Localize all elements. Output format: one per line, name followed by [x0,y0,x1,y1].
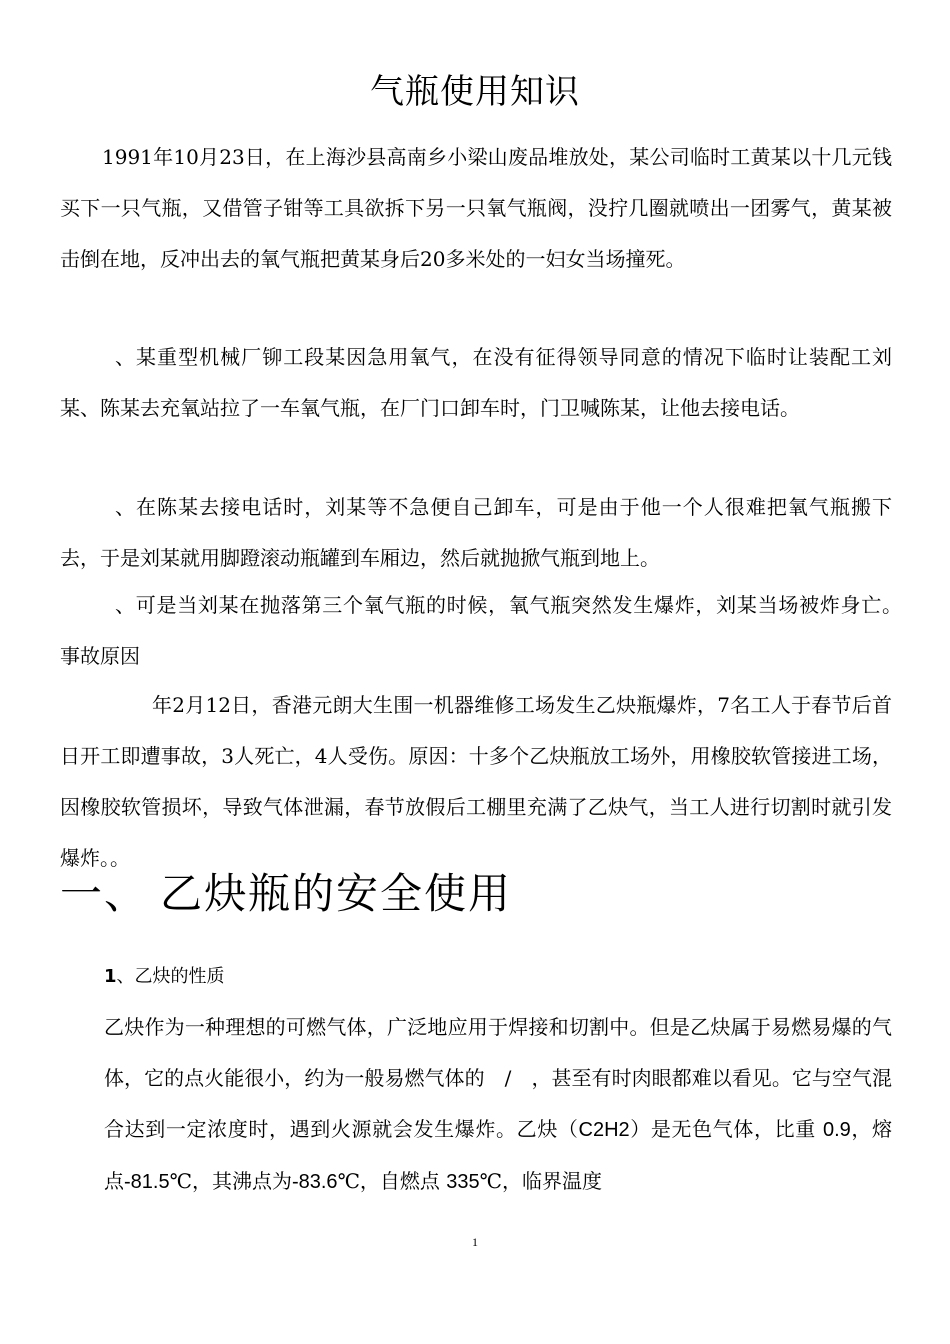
page-number: 1 [472,1235,478,1249]
paragraph-acetylene-properties [104,1002,892,1208]
paragraph-hongkong-incident: 年2月12日，香港元朗大生围一机器维修工场发生乙炔瓶爆炸，7名工人于春节后首日开工即遭事故，3人死亡，4人受伤。原因：十多个乙炔瓶放工场外，用橡胶软管接进工场，因橡胶软管损坏，导致气体泄漏，春节放假后工棚里充满了乙炔气，当工人进行切割时就引发爆炸。。 [60,693,892,870]
paragraph-explosion: 、可是当刘某在抛落第三个氧气瓶的时候，氧气瓶突然发生爆炸，刘某当场被炸身亡。 事故原因 [60,593,912,668]
properties-text-3: ，熔点 [104,1117,893,1193]
subsection-heading [104,960,225,994]
section-heading [60,864,512,924]
subsection-text: 、乙炔的性质 [116,966,225,987]
paragraph-unloading: 、在陈某去接电话时，刘某等不急便自己卸车，可是由于他一个人很难把氧气瓶搬下去，于是刘某就用脚蹬滚动瓶罐到车厢边，然后就抛掀气瓶到地上。 [60,495,892,570]
properties-text-6: ℃，临界温度 [479,1169,603,1193]
section-heading-text: 乙炔瓶的安全使用 [160,869,513,918]
specific-gravity-value: 0.9 [822,1119,851,1141]
subsection-number: 1 [104,966,117,987]
section-heading-number: 一、 [60,869,149,918]
formula-c2h2: C2H2 [578,1119,630,1141]
boiling-point-value: -83.6 [291,1171,338,1193]
autoignition-value: 335 [446,1171,480,1193]
properties-text-2: ）是无色气体，比重 [629,1117,816,1141]
melting-point-value: -81.5 [124,1171,170,1193]
properties-text-5: ℃，自燃点 [337,1169,440,1193]
paragraph-incident-1991: 1991年10月23日，在上海沙县高南乡小梁山废品堆放处，某公司临时工黄某以十几元钱买下一只气瓶，又借管子钳等工具欲拆下另一只氧气瓶阀，没拧几圈就喷出一团雾气，黄某被击倒在地，反冲出去的氧气瓶把黄某身后20多米处的一妇女当场撞死。 [60,145,892,271]
properties-text-1: 乙炔作为一种理想的可燃气体，广泛地应用于焊接和切割中。但是乙炔属于易燃易爆的气体，它的点火能很小，约为一般易燃气体的 / ，甚至有时肉眼都难以看见。它与空气混合达到一定浓度时，遇到火源就会发生爆炸。乙炔（ [104,1015,892,1141]
document-title: 气瓶使用知识 [370,72,580,112]
paragraph-machinery-plant: 、某重型机械厂铆工段某因急用氧气，在没有征得领导同意的情况下临时让装配工刘某、陈某去充氧站拉了一车氧气瓶，在厂门口卸车时，门卫喊陈某，让他去接电话。 [60,345,892,420]
properties-text-4: ℃，其沸点为 [169,1169,292,1193]
